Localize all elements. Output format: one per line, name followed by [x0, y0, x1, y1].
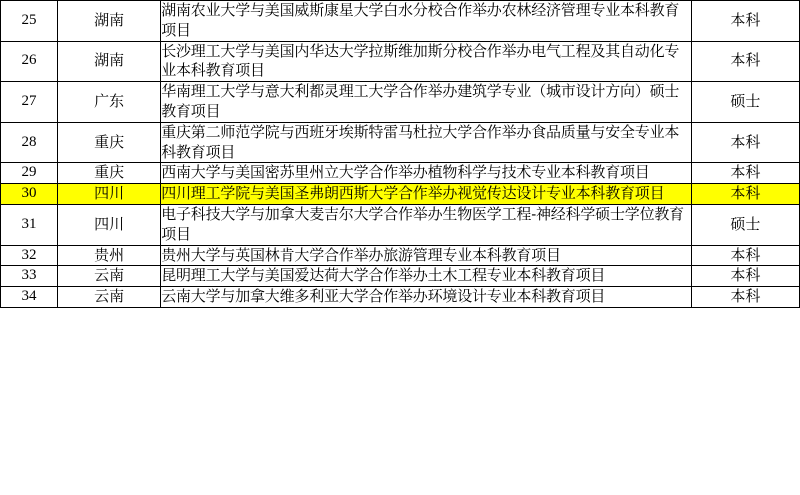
- table-row: [1, 41, 800, 82]
- cell-project-name: [161, 204, 692, 245]
- table-body: [1, 1, 800, 308]
- cell-level: 本科: [691, 122, 799, 163]
- table-row: [1, 266, 800, 287]
- cell-index: 25: [1, 1, 58, 42]
- cell-region: 四川: [58, 204, 161, 245]
- cell-index: 32: [1, 245, 58, 266]
- cell-index: 28: [1, 122, 58, 163]
- table-row: [1, 204, 800, 245]
- cell-project-name: [161, 287, 692, 308]
- cell-level: 本科: [691, 266, 799, 287]
- project-name-text: 云南大学与加拿大维多利亚大学合作举办环境设计专业本科教育项目: [161, 288, 606, 306]
- cell-region: 云南: [58, 266, 161, 287]
- table-row: [1, 1, 800, 42]
- cell-index: 34: [1, 287, 58, 308]
- cell-index: 27: [1, 82, 58, 123]
- project-name-text: 昆明理工大学与美国爱达荷大学合作举办土木工程专业本科教育项目: [161, 267, 606, 285]
- project-name-text: 华南理工大学与意大利都灵理工大学合作举办建筑学专业（城市设计方向）硕士教育项目: [161, 83, 680, 120]
- cell-index: 31: [1, 204, 58, 245]
- table-row: [1, 163, 800, 184]
- table-row: [1, 122, 800, 163]
- cell-level: 硕士: [691, 82, 799, 123]
- cell-level: 硕士: [691, 204, 799, 245]
- cell-region: 重庆: [58, 122, 161, 163]
- cell-region: 贵州: [58, 245, 161, 266]
- cell-level: 本科: [691, 1, 799, 42]
- cell-project-name: [161, 41, 692, 82]
- table-row: [1, 245, 800, 266]
- cell-index: 26: [1, 41, 58, 82]
- cell-level: 本科: [691, 184, 799, 205]
- cell-project-name: [161, 266, 692, 287]
- cell-level: 本科: [691, 287, 799, 308]
- cell-region: 四川: [58, 184, 161, 205]
- cell-region: 广东: [58, 82, 161, 123]
- cell-project-name: [161, 245, 692, 266]
- cell-level: 本科: [691, 163, 799, 184]
- table-row: [1, 82, 800, 123]
- cell-index: 33: [1, 266, 58, 287]
- cell-level: 本科: [691, 41, 799, 82]
- cell-region: 重庆: [58, 163, 161, 184]
- project-name-text: 贵州大学与英国林肯大学合作举办旅游管理专业本科教育项目: [161, 246, 561, 264]
- project-name-text: 重庆第二师范学院与西班牙埃斯特雷马杜拉大学合作举办食品质量与安全专业本科教育项目: [161, 123, 680, 161]
- project-name-text: 电子科技大学与加拿大麦吉尔大学合作举办生物医学工程-神经科学硕士学位教育项目: [161, 205, 684, 243]
- cell-project-name: [161, 82, 692, 123]
- cell-index: 29: [1, 163, 58, 184]
- cell-project-name: [161, 163, 692, 184]
- table-row-highlighted: [1, 184, 800, 205]
- cell-level: 本科: [691, 245, 799, 266]
- table-row: [1, 287, 800, 308]
- cell-project-name: [161, 122, 692, 163]
- cell-project-name: [161, 1, 692, 42]
- cell-region: 云南: [58, 287, 161, 308]
- project-name-text: 四川理工学院与美国圣弗朗西斯大学合作举办视觉传达设计专业本科教育项目: [161, 185, 665, 203]
- cell-index: 30: [1, 184, 58, 205]
- project-name-text: 长沙理工大学与美国内华达大学拉斯维加斯分校合作举办电气工程及其自动化专业本科教育项目: [161, 42, 680, 80]
- cell-project-name: [161, 184, 692, 205]
- cell-region: 湖南: [58, 1, 161, 42]
- cell-region: 湖南: [58, 41, 161, 82]
- project-name-text: 湖南农业大学与美国威斯康星大学白水分校合作举办农林经济管理专业本科教育项目: [161, 2, 680, 39]
- project-name-text: 西南大学与美国密苏里州立大学合作举办植物科学与技术专业本科教育项目: [161, 164, 650, 182]
